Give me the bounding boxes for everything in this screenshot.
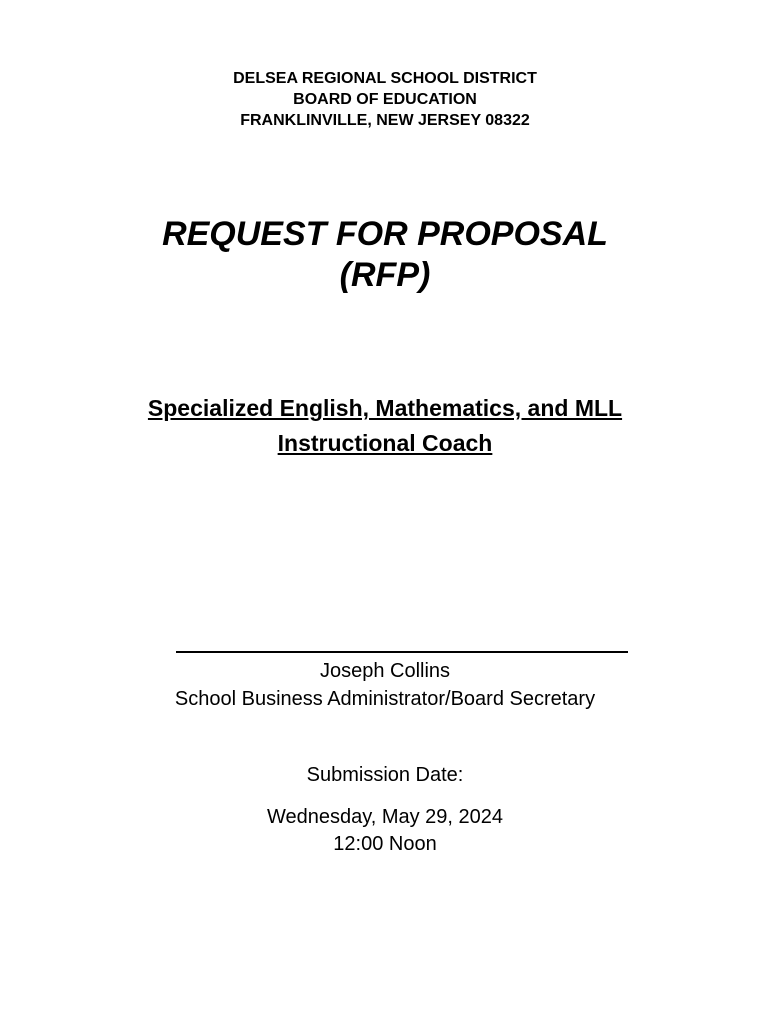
submission-datetime [0,804,770,858]
subject-line-1: Specialized English, Mathematics, and MLL [147,395,623,421]
board-name: BOARD OF EDUCATION [293,91,477,108]
submission-date: Wednesday, May 29, 2024 [266,806,504,828]
title-line: REQUEST FOR PROPOSAL [162,215,608,253]
signature-line [176,651,628,653]
signatory-name: Joseph Collins [319,660,451,682]
signatory-role: School Business Administrator/Board Secretary [174,688,596,710]
rfp-subject [0,391,770,461]
district-location: FRANKLINVILLE, NEW JERSEY 08322 [240,112,530,129]
district-name: DELSEA REGIONAL SCHOOL DISTRICT [233,70,537,87]
title-abbrev: (RFP) [339,256,431,294]
signatory-block [0,657,770,713]
subject-line-2: Instructional Coach [277,430,493,456]
district-header [0,68,770,131]
submission-label: Submission Date: [306,764,464,786]
submission-time: 12:00 Noon [333,833,437,855]
document-title [0,214,770,296]
